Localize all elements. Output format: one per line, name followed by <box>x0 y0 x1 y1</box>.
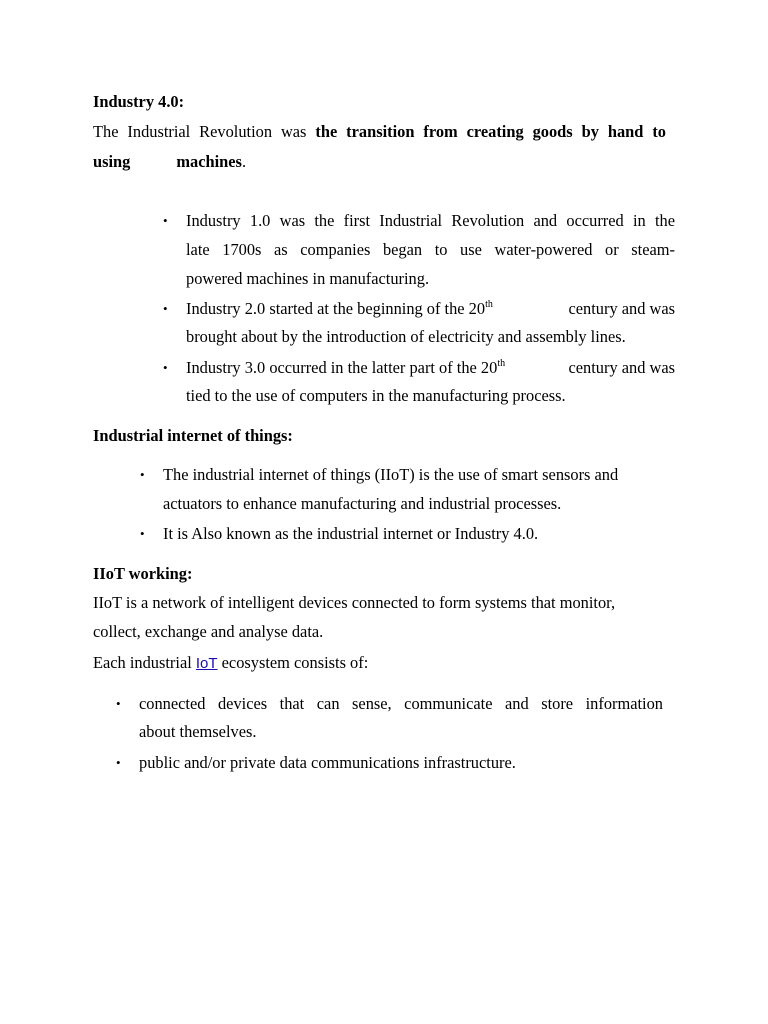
bullet-dot: • <box>163 301 168 316</box>
heading-iiot-working: IIoT working: <box>93 564 193 583</box>
bullet-3-line-1 <box>186 358 675 378</box>
bullet-2-part-a: Industry 2.0 started at the beginning of the 20 <box>186 299 486 318</box>
bullet-1-line-3: powered machines in manufacturing. <box>186 269 430 288</box>
bullet-1-line-2-wrap <box>186 240 675 260</box>
iiot-bullet-1-line-1: The industrial internet of things (IIoT) is the use of smart sensors and <box>163 465 619 484</box>
bullet-1-line-1 <box>186 211 675 231</box>
bullet-2-line-2: brought about by the introduction of electricity and assembly lines. <box>186 327 626 346</box>
bullet-text: Industry 1.0 was the first Industrial Revolution and occurred in the <box>186 211 675 230</box>
bullet-dot: • <box>140 526 145 541</box>
iiot-working-para-1-line-2: collect, exchange and analyse data. <box>93 622 324 641</box>
iot-link[interactable]: IoT <box>195 655 218 672</box>
heading-iiot: Industrial internet of things: <box>93 426 293 445</box>
bullet-dot: • <box>116 696 121 711</box>
bullet-3-text-a <box>186 358 505 378</box>
superscript-th: th <box>485 299 493 310</box>
iiot-working-para-2 <box>93 653 368 674</box>
ecosystem-bullet-1-line-2: about themselves. <box>139 722 257 741</box>
intro-bold-1: the transition from creating goods by hand to <box>315 122 666 141</box>
bullet-dot: • <box>116 755 121 770</box>
ecosystem-bullet-2-line-1: public and/or private data communications infrastructure. <box>139 753 516 772</box>
superscript-th: th <box>497 358 506 369</box>
bullet-2-text-a <box>186 299 493 319</box>
intro-line-2 <box>93 152 246 172</box>
bullet-2-line-1 <box>186 299 675 319</box>
para-2-suffix: ecosystem consists of: <box>217 653 369 672</box>
intro-bold-2b: machines <box>176 152 242 171</box>
bullet-1-line-2: late 1700s as companies began to use water-powered or steam- <box>186 240 675 259</box>
ecosystem-bullet-1-text: connected devices that can sense, communicate and store information <box>139 694 663 713</box>
bullet-dot: • <box>163 213 168 228</box>
bullet-dot: • <box>163 360 168 375</box>
bullet-3-part-a: Industry 3.0 occurred in the latter part of the 20 <box>186 358 498 377</box>
intro-suffix: . <box>241 152 247 171</box>
heading-industry-4: Industry 4.0: <box>93 92 185 111</box>
bullet-dot: • <box>140 467 145 482</box>
bullet-3-part-b: century and was <box>568 358 675 377</box>
bullet-3-line-2: tied to the use of computers in the manufacturing process. <box>186 386 566 405</box>
intro-line-1 <box>93 122 666 142</box>
list-item <box>186 211 675 231</box>
ecosystem-bullet-1-line-1 <box>139 694 663 714</box>
iiot-bullet-2-line-1: It is Also known as the industrial internet or Industry 4.0. <box>163 524 539 543</box>
intro-prefix: The Industrial Revolution was <box>93 122 316 141</box>
bullet-2-part-b: century and was <box>568 299 675 318</box>
intro-bold-2a: using <box>93 152 131 171</box>
iiot-working-para-1-line-1: IIoT is a network of intelligent devices connected to form systems that monitor, <box>93 593 616 612</box>
iiot-bullet-1-line-2: actuators to enhance manufacturing and industrial processes. <box>163 494 562 513</box>
para-2-prefix: Each industrial <box>93 653 196 672</box>
